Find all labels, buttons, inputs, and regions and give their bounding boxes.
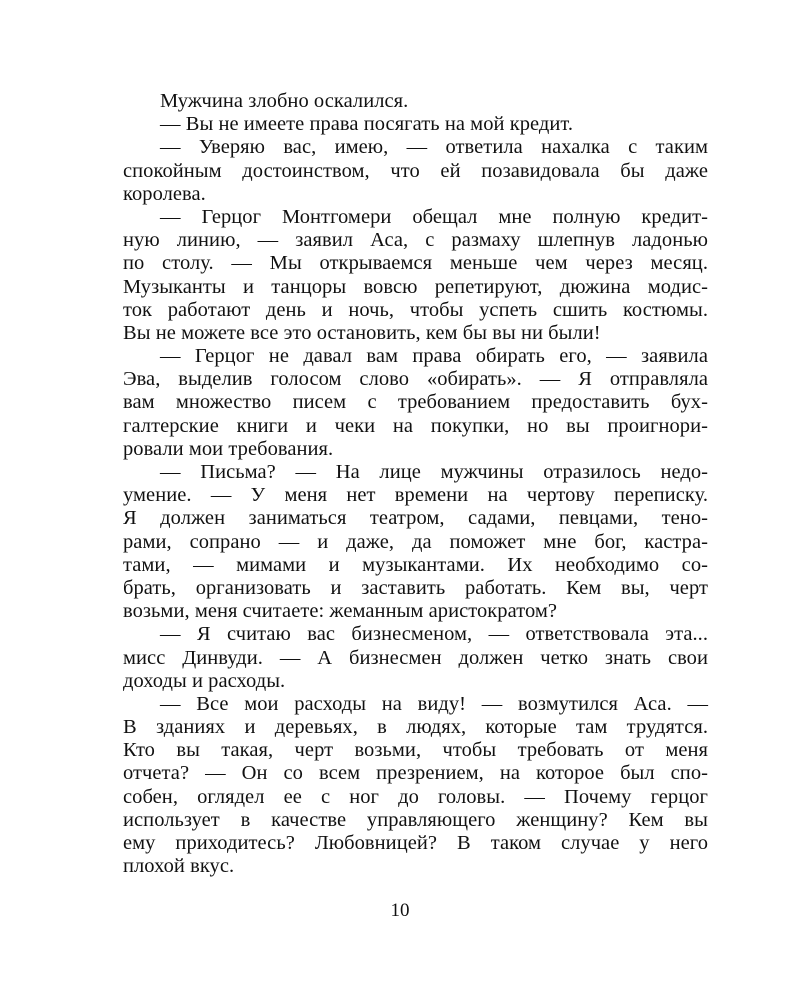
text-line: брать, организовать и заставить работать. Кем вы, черт [123,576,708,599]
text-line: — Герцог не давал вам права обирать его, — заявила [160,345,708,368]
text-line: плохой вкус. [123,855,235,878]
text-line: Музыканты и танцоры вовсю репетируют, дюжина модис- [123,275,708,298]
text-line: Вы не можете все это остановить, кем бы вы ни были! [123,321,601,344]
text-line: вам множество писем с требованием предоставить бух- [123,391,708,414]
text-line: галтерские книги и чеки на покупки, но вы проигнори- [123,414,708,437]
text-line: ток работают день и ночь, чтобы успеть сшить костюмы. [123,298,708,321]
text-line: ровали мои требования. [123,437,334,460]
text-line: собен, оглядел ее с ног до головы. — Почему герцог [123,785,708,808]
text-line: королева. [123,182,206,205]
text-line: мисс Динвуди. — А бизнесмен должен четко знать свои [123,646,708,669]
text-line: — Я считаю вас бизнесменом, — ответствовала эта... [160,623,708,646]
text-line: умение. — У меня нет времени на чертову переписку. [123,484,708,507]
text-line: — Уверяю вас, имею, — ответила нахалка с таким [160,136,708,159]
text-line: Эва, выделив голосом слово «обирать». — Я отправляла [123,368,708,391]
text-line: рами, сопрано — и даже, да поможет мне бог, кастра- [123,530,708,553]
text-line: использует в качестве управляющего женщину? Кем вы [123,808,708,831]
text-line: спокойным достоинством, что ей позавидовала бы даже [123,159,708,182]
text-line: ему приходитесь? Любовницей? В таком случае у него [123,832,708,854]
text-line: В зданиях и деревьях, в людях, которые там трудятся. [123,716,708,739]
page-number: 10 [390,900,410,921]
text-line: Я должен заниматься театром, садами, певцами, тено- [123,507,708,530]
text-line: — Письма? — На лице мужчины отразилось недо- [160,461,708,483]
text-line: — Герцог Монтгомери обещал мне полную кредит- [160,205,708,228]
text-line: доходы и расходы. [123,669,286,692]
text-line: отчета? — Он со всем презрением, на которое был спо- [123,762,708,785]
text-line: — Вы не имеете права посягать на мой кредит. [160,113,574,136]
text-line: ную линию, — заявил Аса, с размаху шлепнув ладонью [123,229,708,252]
text-line: Мужчина злобно оскалился. [160,90,409,112]
body-text [123,90,708,878]
text-line: — Все мои расходы на виду! — возмутился Аса. — [160,692,708,715]
text-line: по столу. — Мы открываемся меньше чем через месяц. [123,252,708,275]
text-line: Кто вы такая, черт возьми, чтобы требовать от меня [123,739,708,762]
text-line: тами, — мимами и музыкантами. Их необходимо со- [123,553,708,576]
text-line: возьми, меня считаете: жеманным аристократом? [123,600,558,623]
